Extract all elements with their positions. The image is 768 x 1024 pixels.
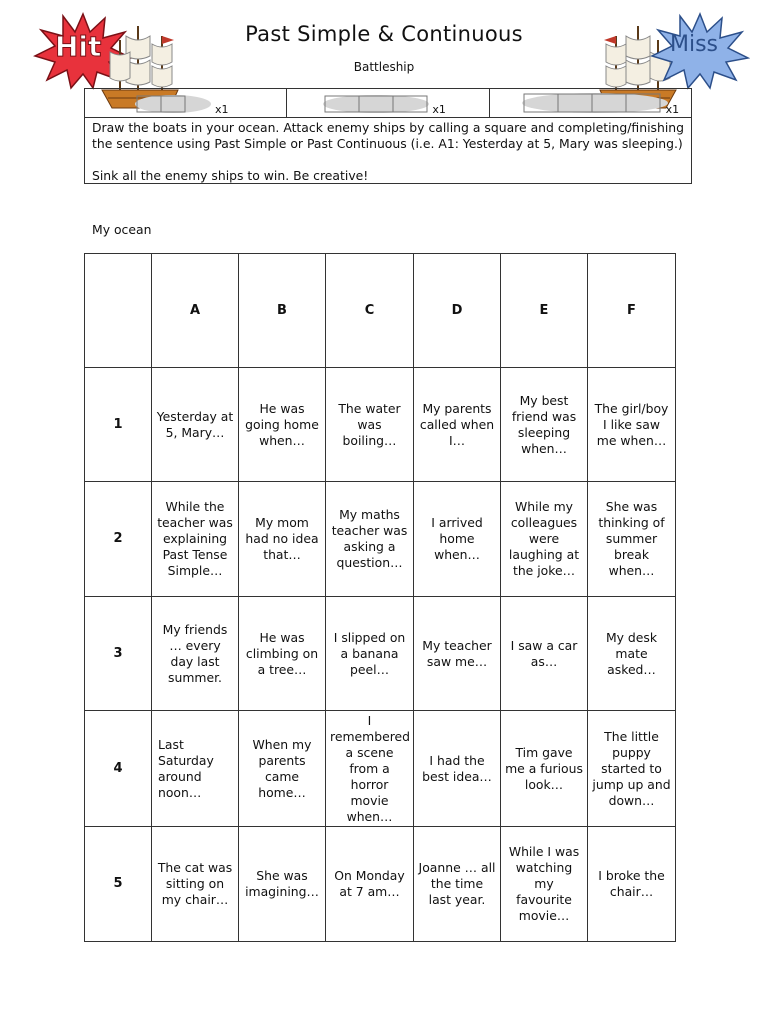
ship-count: x1 xyxy=(215,103,229,116)
grid-cell-d4[interactable]: I had the best idea… xyxy=(414,711,501,827)
column-header: D xyxy=(414,254,501,368)
grid-cell-a1[interactable]: Yesterday at 5, Mary… xyxy=(152,368,239,482)
grid-cell-f2[interactable]: She was thinking of summer break when… xyxy=(588,482,676,597)
grid-cell-e2[interactable]: While my colleagues were laughing at the joke… xyxy=(501,482,588,597)
grid-cell-f1[interactable]: The girl/boy I like saw me when… xyxy=(588,368,676,482)
grid-corner-cell xyxy=(85,254,152,368)
row-header: 4 xyxy=(85,711,152,827)
row-header: 3 xyxy=(85,597,152,711)
battleship-grid xyxy=(84,253,676,942)
grid-cell-e4[interactable]: Tim gave me a furious look… xyxy=(501,711,588,827)
battleship-icon xyxy=(133,93,213,115)
grid-cell-a4[interactable]: Last Saturday around noon… xyxy=(152,711,239,827)
grid-row xyxy=(85,368,676,482)
grid-cell-a3[interactable]: My friends … every day last summer. xyxy=(152,597,239,711)
grid-cell-b3[interactable]: He was climbing on a tree… xyxy=(239,597,326,711)
grid-cell-d3[interactable]: My teacher saw me… xyxy=(414,597,501,711)
ship-slot-3 xyxy=(490,89,691,117)
instructions-box xyxy=(84,117,692,184)
grid-row xyxy=(85,711,676,827)
grid-cell-e3[interactable]: I saw a car as… xyxy=(501,597,588,711)
grid-row xyxy=(85,597,676,711)
grid-cell-f3[interactable]: My desk mate asked… xyxy=(588,597,676,711)
cruiser-icon xyxy=(321,93,431,115)
miss-badge xyxy=(650,10,750,90)
page-subtitle: Battleship xyxy=(353,60,415,74)
column-header: B xyxy=(239,254,326,368)
column-header: E xyxy=(501,254,588,368)
grid-cell-b5[interactable]: She was imagining… xyxy=(239,827,326,942)
grid-cell-c4[interactable]: I remembered a scene from a horror movie when… xyxy=(326,711,414,827)
grid-cell-a2[interactable]: While the teacher was explaining Past Tense Simple… xyxy=(152,482,239,597)
grid-cell-e5[interactable]: While I was watching my favourite movie… xyxy=(501,827,588,942)
grid-cell-c2[interactable]: My maths teacher was asking a question… xyxy=(326,482,414,597)
grid-cell-d1[interactable]: My parents called when I… xyxy=(414,368,501,482)
ship-slot-1 xyxy=(85,89,287,117)
grid-cell-b2[interactable]: My mom had no idea that… xyxy=(239,482,326,597)
grid-cell-c3[interactable]: I slipped on a banana peel… xyxy=(326,597,414,711)
grid-row xyxy=(85,482,676,597)
carrier-icon xyxy=(520,91,670,115)
ship-count: x1 xyxy=(665,103,680,116)
grid-cell-e1[interactable]: My best friend was sleeping when… xyxy=(501,368,588,482)
grid-cell-b4[interactable]: When my parents came home… xyxy=(239,711,326,827)
ships-legend xyxy=(84,88,692,118)
column-header: A xyxy=(152,254,239,368)
grid-cell-f4[interactable]: The little puppy started to jump up and down… xyxy=(588,711,676,827)
instructions-goal: Sink all the enemy ships to win. Be creative! xyxy=(92,168,369,183)
grid-row xyxy=(85,827,676,942)
page-title: Past Simple & Continuous xyxy=(245,22,523,46)
column-header: C xyxy=(326,254,414,368)
grid-cell-b1[interactable]: He was going home when… xyxy=(239,368,326,482)
grid-cell-a5[interactable]: The cat was sitting on my chair… xyxy=(152,827,239,942)
grid-header-row xyxy=(85,254,676,368)
column-header: F xyxy=(588,254,676,368)
row-header: 2 xyxy=(85,482,152,597)
miss-badge-label: Miss xyxy=(670,32,719,57)
grid-cell-c1[interactable]: The water was boiling… xyxy=(326,368,414,482)
instructions-text: Draw the boats in your ocean. Attack enemy ships by calling a square and completing/finishing the sentence using Past Simple or Past Continuous (i.e. A1: Yesterday at 5, Mary was sleeping.) xyxy=(92,120,684,151)
ship-count: x1 xyxy=(432,103,446,116)
row-header: 5 xyxy=(85,827,152,942)
ocean-label: My ocean xyxy=(92,222,152,237)
grid-cell-c5[interactable]: On Monday at 7 am… xyxy=(326,827,414,942)
grid-cell-f5[interactable]: I broke the chair… xyxy=(588,827,676,942)
grid-cell-d5[interactable]: Joanne … all the time last year. xyxy=(414,827,501,942)
grid-cell-d2[interactable]: I arrived home when… xyxy=(414,482,501,597)
row-header: 1 xyxy=(85,368,152,482)
hit-badge-label: Hit xyxy=(55,30,102,63)
ship-slot-2 xyxy=(287,89,489,117)
